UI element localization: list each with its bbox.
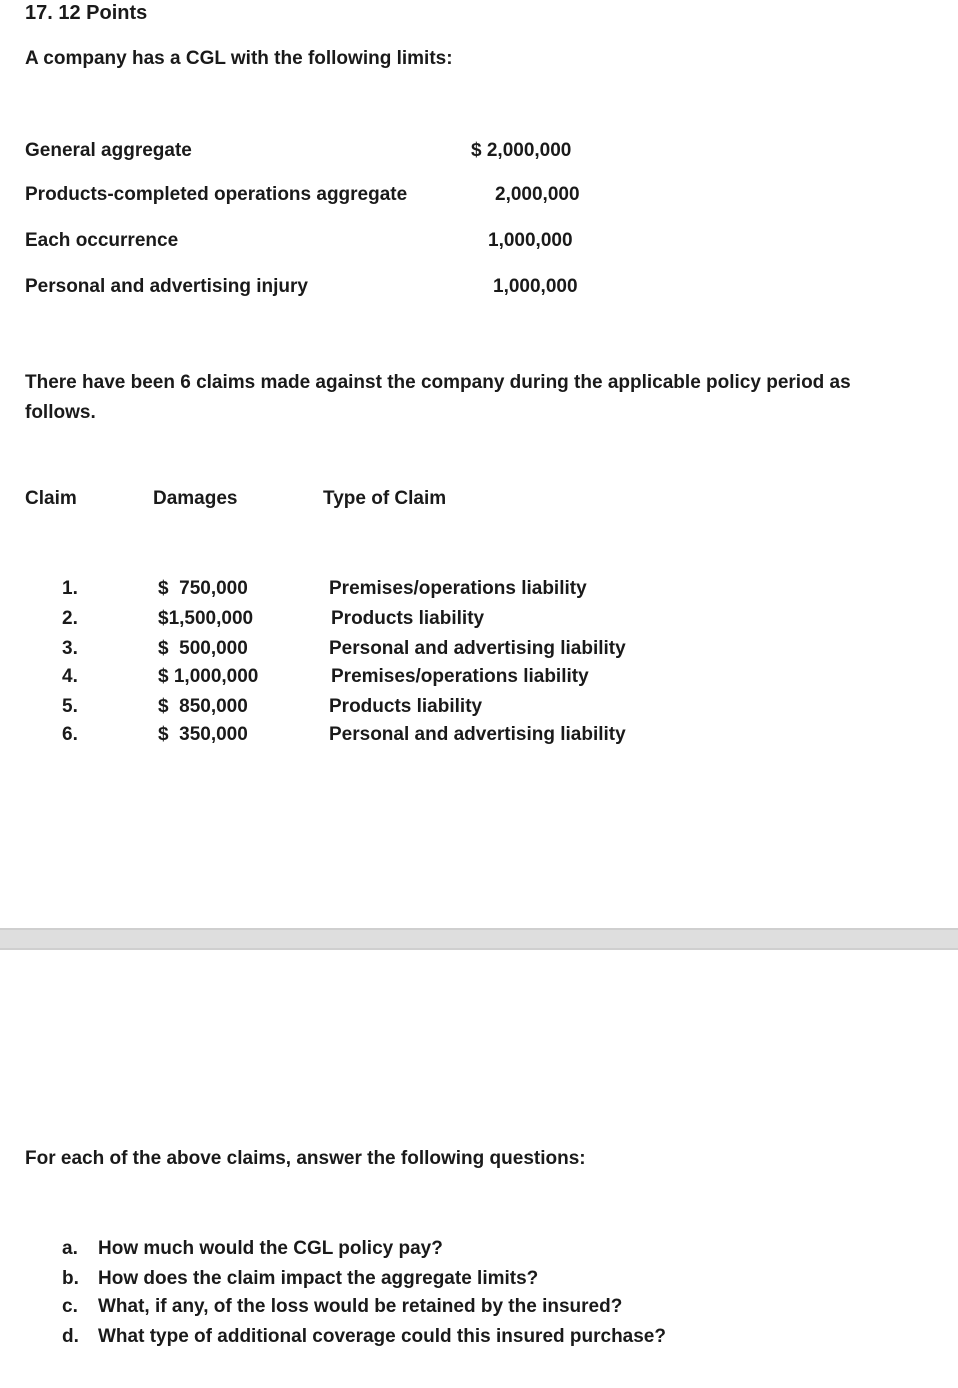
sub-question-c-text: What, if any, of the loss would be retained by the insured?: [98, 1296, 623, 1317]
limit-label-products-completed: Products-completed operations aggregate: [25, 184, 408, 205]
claim-row-2-num: 2.: [62, 608, 78, 629]
claims-header-claim: Claim: [25, 488, 77, 509]
limit-value-general-aggregate: $ 2,000,000: [471, 140, 572, 161]
claim-row-4-damages: $ 1,000,000: [158, 666, 259, 687]
claim-row-6-num: 6.: [62, 724, 78, 745]
claim-row-2-type: Products liability: [331, 608, 485, 629]
sub-question-d-text: What type of additional coverage could this insured purchase?: [98, 1326, 666, 1347]
claim-row-1-damages: $ 750,000: [158, 578, 248, 599]
claim-row-4-num: 4.: [62, 666, 78, 687]
claim-row-3-damages: $ 500,000: [158, 638, 248, 659]
limit-label-each-occurrence: Each occurrence: [25, 230, 179, 251]
claim-row-5-damages: $ 850,000: [158, 696, 248, 717]
instructions-text: For each of the above claims, answer the following questions:: [25, 1148, 586, 1169]
question-intro: A company has a CGL with the following limits:: [25, 48, 453, 69]
claims-header-damages: Damages: [153, 488, 238, 509]
claim-row-1-type: Premises/operations liability: [329, 578, 587, 599]
claim-row-5-type: Products liability: [329, 696, 483, 717]
limit-value-personal-advertising: 1,000,000: [493, 276, 578, 297]
sub-question-b-letter: b.: [62, 1268, 79, 1289]
sub-question-c-letter: c.: [62, 1296, 78, 1317]
claims-intro-paragraph: There have been 6 claims made against the company during the applicable policy period as follows.: [25, 372, 851, 423]
sub-question-a-text: How much would the CGL policy pay?: [98, 1238, 443, 1259]
limit-value-products-completed: 2,000,000: [495, 184, 580, 205]
claim-row-3-num: 3.: [62, 638, 78, 659]
page-divider: [0, 928, 958, 950]
sub-question-a-letter: a.: [62, 1238, 78, 1259]
question-title: 17. 12 Points: [25, 2, 148, 24]
sub-question-d-letter: d.: [62, 1326, 79, 1347]
limit-label-general-aggregate: General aggregate: [25, 140, 192, 161]
claims-header-type: Type of Claim: [323, 488, 447, 509]
claim-row-6-damages: $ 350,000: [158, 724, 248, 745]
limit-value-each-occurrence: 1,000,000: [488, 230, 573, 251]
claim-row-6-type: Personal and advertising liability: [329, 724, 626, 745]
claim-row-5-num: 5.: [62, 696, 78, 717]
claim-row-4-type: Premises/operations liability: [331, 666, 589, 687]
claim-row-2-damages: $1,500,000: [158, 608, 254, 629]
claim-row-3-type: Personal and advertising liability: [329, 638, 626, 659]
limit-label-personal-advertising: Personal and advertising injury: [25, 276, 308, 297]
claim-row-1-num: 1.: [62, 578, 78, 599]
sub-question-b-text: How does the claim impact the aggregate limits?: [98, 1268, 539, 1289]
